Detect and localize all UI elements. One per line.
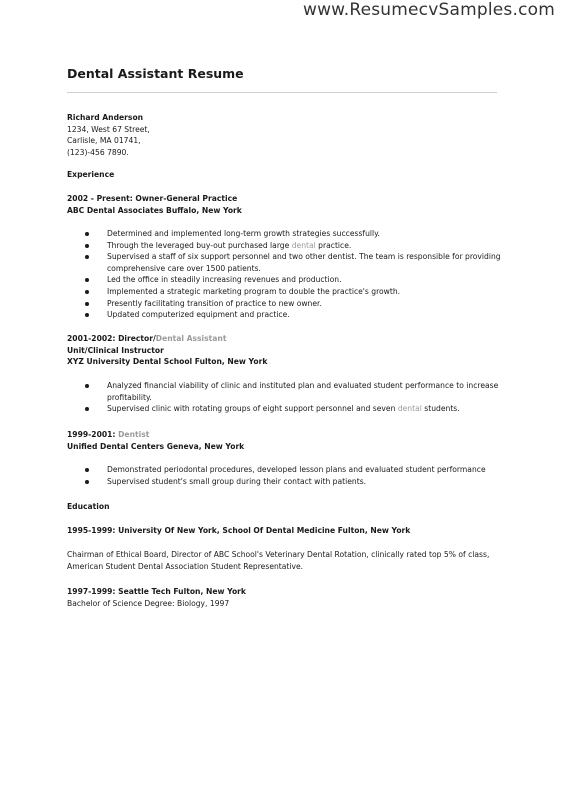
bullet-icon	[85, 302, 89, 306]
list-item	[85, 476, 486, 488]
job-3-title-text: 1999-2001:	[67, 430, 119, 439]
contact-phone: (123)-456 7890.	[67, 147, 129, 157]
duty-text: Determined and implemented long-term growth strategies successfully.	[107, 229, 380, 238]
duty-text: Supervised clinic with rotating groups of eight support personnel and seven	[107, 404, 398, 414]
education-2-description: Bachelor of Science Degree: Biology, 1997	[67, 598, 230, 608]
duty-text: Updated computerized equipment and practice.	[107, 310, 290, 320]
list-item	[85, 403, 498, 415]
education-2-title: 1997-1999: Seattle Tech Fulton, New York	[67, 587, 246, 596]
job-2-role: Unit/Clinical Instructor	[67, 345, 164, 355]
job-2-title	[67, 333, 267, 345]
bullet-icon	[85, 255, 89, 259]
bullet-icon	[85, 384, 89, 388]
contact-name: Richard Anderson	[67, 113, 144, 122]
bullet-icon	[85, 468, 89, 472]
job-1-header	[67, 193, 242, 216]
watermark: www.ResumecvSamples.com	[302, 0, 555, 20]
list-item	[85, 309, 501, 321]
bullet-icon	[85, 313, 89, 317]
list-item	[85, 286, 501, 298]
duty-text: Presently facilitating transition of practice to new owner.	[107, 298, 322, 308]
experience-heading: Experience	[67, 170, 115, 179]
duty-text: Supervised student's small group during their contact with patients.	[107, 476, 367, 486]
contact-block	[67, 112, 150, 158]
bullet-icon	[85, 407, 89, 411]
dentist-link[interactable]: Dentist	[118, 430, 150, 439]
education-heading: Education	[67, 502, 110, 511]
job-2-title-text: 2001-2002: Director/	[67, 334, 156, 343]
job-2-duties	[85, 380, 498, 415]
education-2	[67, 586, 246, 609]
job-1-title: 2002 - Present: Owner-General Practice	[67, 194, 238, 203]
job-3-employer: Unified Dental Centers Geneva, New York	[67, 441, 245, 451]
job-1-duties	[85, 228, 501, 321]
dental-link[interactable]: dental	[291, 240, 316, 250]
bullet-icon	[85, 290, 89, 294]
job-2-header	[67, 333, 267, 368]
contact-address-line2: Carlisle, MA 01741,	[67, 136, 141, 146]
duty-text: Implemented a strategic marketing program to double the practice's growth.	[107, 286, 401, 296]
duty-text: practice.	[315, 240, 352, 250]
dental-assistant-link[interactable]: Dental Assistant	[155, 334, 227, 343]
bullet-icon	[85, 232, 89, 236]
duty-text: Analyzed financial viability of clinic and instituted plan and evaluated student performance to increase	[107, 381, 499, 390]
job-3-duties	[85, 464, 486, 487]
education-1-desc-line1: Chairman of Ethical Board, Director of ABC School's Veterinary Dental Rotation, clinically rated top 5% of class,	[67, 550, 490, 559]
dental-link[interactable]: dental	[397, 404, 422, 414]
job-1-employer: ABC Dental Associates Buffalo, New York	[67, 205, 242, 215]
contact-address-line1: 1234, West 67 Street,	[67, 124, 150, 134]
job-3-title	[67, 429, 244, 441]
duty-text: profitability.	[107, 392, 152, 402]
list-item	[85, 240, 501, 252]
education-1-description	[67, 549, 489, 572]
duty-text: Through the leveraged buy-out purchased large	[107, 240, 292, 250]
duty-text: Demonstrated periodontal procedures, developed lesson plans and evaluated student performance	[107, 465, 486, 474]
duty-text: Led the office in steadily increasing revenues and production.	[107, 275, 342, 285]
bullet-icon	[85, 278, 89, 282]
list-item	[85, 228, 501, 240]
bullet-icon	[85, 480, 89, 484]
education-1-title: 1995-1999: University Of New York, School Of Dental Medicine Fulton, New York	[67, 526, 411, 535]
job-3-header	[67, 429, 244, 452]
page-title: Dental Assistant Resume	[67, 66, 244, 81]
bullet-icon	[85, 244, 89, 248]
title-divider	[67, 92, 497, 93]
duty-text: Supervised a staff of six support personnel and two other dentist. The team is responsible for providing	[107, 252, 501, 262]
list-item	[85, 380, 498, 403]
duty-text: students.	[421, 404, 460, 414]
list-item	[85, 251, 501, 274]
list-item	[85, 298, 501, 310]
list-item	[85, 274, 501, 286]
list-item	[85, 464, 486, 476]
duty-text: comprehensive care over 1500 patients.	[107, 263, 261, 273]
education-1-desc-line2: American Student Dental Association Student Representative.	[67, 561, 304, 571]
job-2-employer: XYZ University Dental School Fulton, New York	[67, 357, 268, 367]
